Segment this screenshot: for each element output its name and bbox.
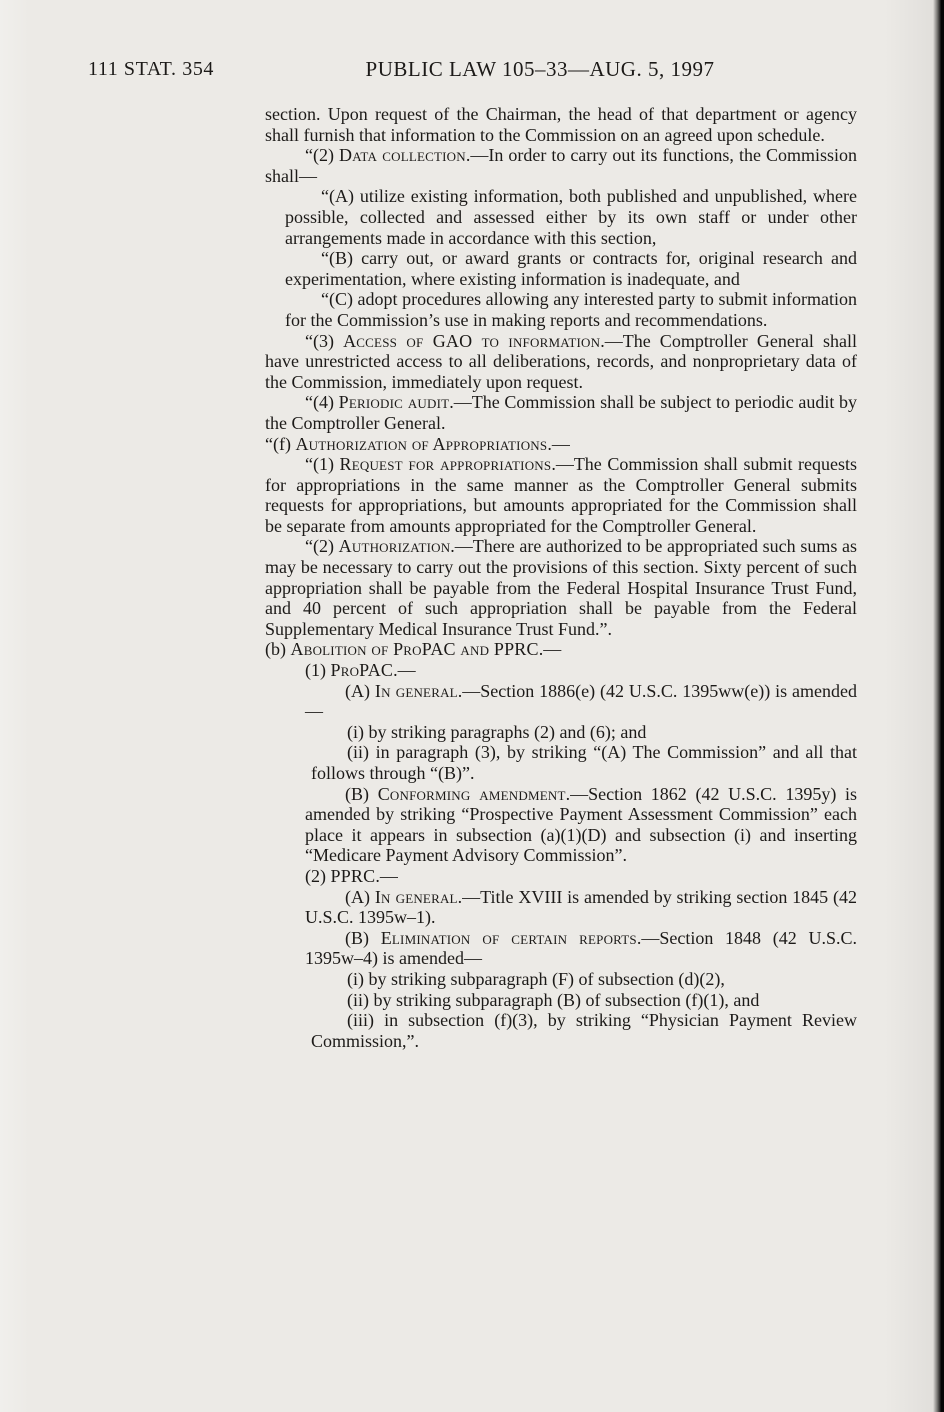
statute-text: .—There are authorized to be appropriated such sums as may be necessary to carry out the provisions of this section. Sixty percent of such appropriation shall be payable from the Federal Hospital Insurance Trust Fund, and 40 percent of such appropriation shall be payable from the Federal Supplementary Medical Insurance Trust Fund.”. [265,536,857,639]
smallcaps-heading-text: Request for appropriations [339,454,552,475]
statute-text: .—Section 1848 (42 U.S.C. 1395w–4) is amended— [305,927,857,969]
statute-paragraph-4 [285,248,857,289]
statute-text: “(3) [305,330,344,351]
statute-paragraph-22 [311,1010,857,1051]
smallcaps-heading-text: Abolition of ProPAC and PPRC [290,639,539,660]
statute-text: “(A) utilize existing information, both published and unpublished, where possible, collected and assessed either by its own staff or under other arrangements made in accordance with this section, [285,186,857,248]
smallcaps-heading-text: Access of GAO to information [343,330,601,351]
smallcaps-heading-text: Authorization [338,536,451,557]
statute-text: .— [375,865,398,886]
statute-text: (ii) by striking subparagraph (B) of subsection (f)(1), and [347,989,760,1010]
statute-text: .— [393,660,416,681]
statute-paragraph-19 [305,928,857,969]
statute-text: .—In order to carry out its functions, the Commission shall— [265,145,857,186]
law-heading: PUBLIC LAW 105–33—AUG. 5, 1997 [365,57,715,81]
statute-paragraph-20 [311,969,857,990]
smallcaps-heading-text: Conforming amendment [377,783,566,804]
statute-paragraph-2 [265,145,857,186]
statute-paragraph-5 [285,289,857,330]
smallcaps-heading-text: Data collection [339,145,466,166]
statute-text: “(f) [265,433,296,454]
statute-paragraph-11 [265,639,857,660]
page-edge-shadow [933,0,944,1412]
smallcaps-heading-text: In general [374,886,458,907]
statute-paragraph-8 [265,434,857,455]
statute-paragraph-14 [311,722,857,743]
smallcaps-heading-text: ProPAC [330,660,394,681]
smallcaps-heading-text: Periodic audit [338,392,450,413]
statute-text: (A) [345,680,375,701]
statute-text: (B) [345,927,381,948]
stat-page-number: 111 STAT. 354 [88,58,215,80]
statute-text: “(2) [305,536,339,557]
statute-paragraph-1 [265,104,857,145]
statute-text: .— [538,639,562,660]
statute-paragraph-7 [265,392,857,433]
statute-text: section. Upon request of the Chairman, the head of that department or agency shall furnish that information to the Commission on an agreed upon schedule. [265,104,857,145]
statute-text: (1) [305,660,331,681]
statute-text: (ii) in paragraph (3), by striking “(A) The Commission” and all that follows through “(B)”. [311,742,857,783]
statute-text: “(2) [305,145,339,166]
statute-text: (i) by striking paragraphs (2) and (6); and [347,721,647,742]
statute-paragraph-9 [265,454,857,536]
statute-paragraph-12 [305,660,857,681]
statute-paragraph-17 [305,866,857,887]
statute-text: (B) [345,783,378,804]
statute-text: .—The Commission shall submit requests for appropriations in the same manner as the Comptroller General submits requests for appropriations, but amounts appropriated for the Commission shall be separate from amounts appropriated for the Comptroller General. [265,454,857,536]
statute-text: .— [547,433,570,454]
smallcaps-heading-text: Authorization of Appropriations [295,433,548,454]
statute-text: .—Section 1862 (42 U.S.C. 1395y) is amended by striking “Prospective Payment Assessment Commission” each place it appears in subsection (a)(1)(D) and subsection (i) and inserting “Medicare Payment Advisory Commission”. [305,783,858,866]
statute-paragraph-3 [285,186,857,248]
statute-paragraph-15 [311,742,857,783]
statute-text: .—Section 1886(e) (42 U.S.C. 1395ww(e)) is amended— [305,680,857,722]
statute-text: “(4) [305,392,339,413]
statute-text: .—The Commission shall be subject to periodic audit by the Comptroller General. [265,392,857,433]
statute-text: (b) [265,639,291,660]
smallcaps-heading-text: Elimination of certain reports [380,927,637,948]
smallcaps-heading-text: PPRC [330,865,376,886]
statute-paragraph-21 [311,990,857,1011]
statute-text: (A) [345,886,375,907]
statute-text: (2) [305,865,331,886]
statute-paragraph-16 [305,784,857,866]
statute-text: “(B) carry out, or award grants or contracts for, original research and experimentation, where existing information is inadequate, and [285,248,857,289]
statute-paragraph-6 [265,331,857,393]
statute-paragraph-18 [305,887,857,928]
statute-text: .—Title XVIII is amended by striking section 1845 (42 U.S.C. 1395w–1). [305,886,857,928]
statute-text: .—The Comptroller General shall have unrestricted access to all deliberations, records, and nonproprietary data of the Commission, immediately upon request. [265,330,857,392]
smallcaps-heading-text: In general [374,680,458,701]
statute-paragraph-13 [305,681,857,722]
statute-paragraph-10 [265,536,857,639]
document-body [265,104,857,1051]
statute-text: (iii) in subsection (f)(3), by striking “Physician Payment Review Commission,”. [311,1010,857,1051]
statute-text: “(C) adopt procedures allowing any interested party to submit information for the Commission’s use in making reports and recommendations. [285,289,857,330]
statute-text: “(1) [305,454,340,475]
statute-text: (i) by striking subparagraph (F) of subsection (d)(2), [347,968,725,989]
